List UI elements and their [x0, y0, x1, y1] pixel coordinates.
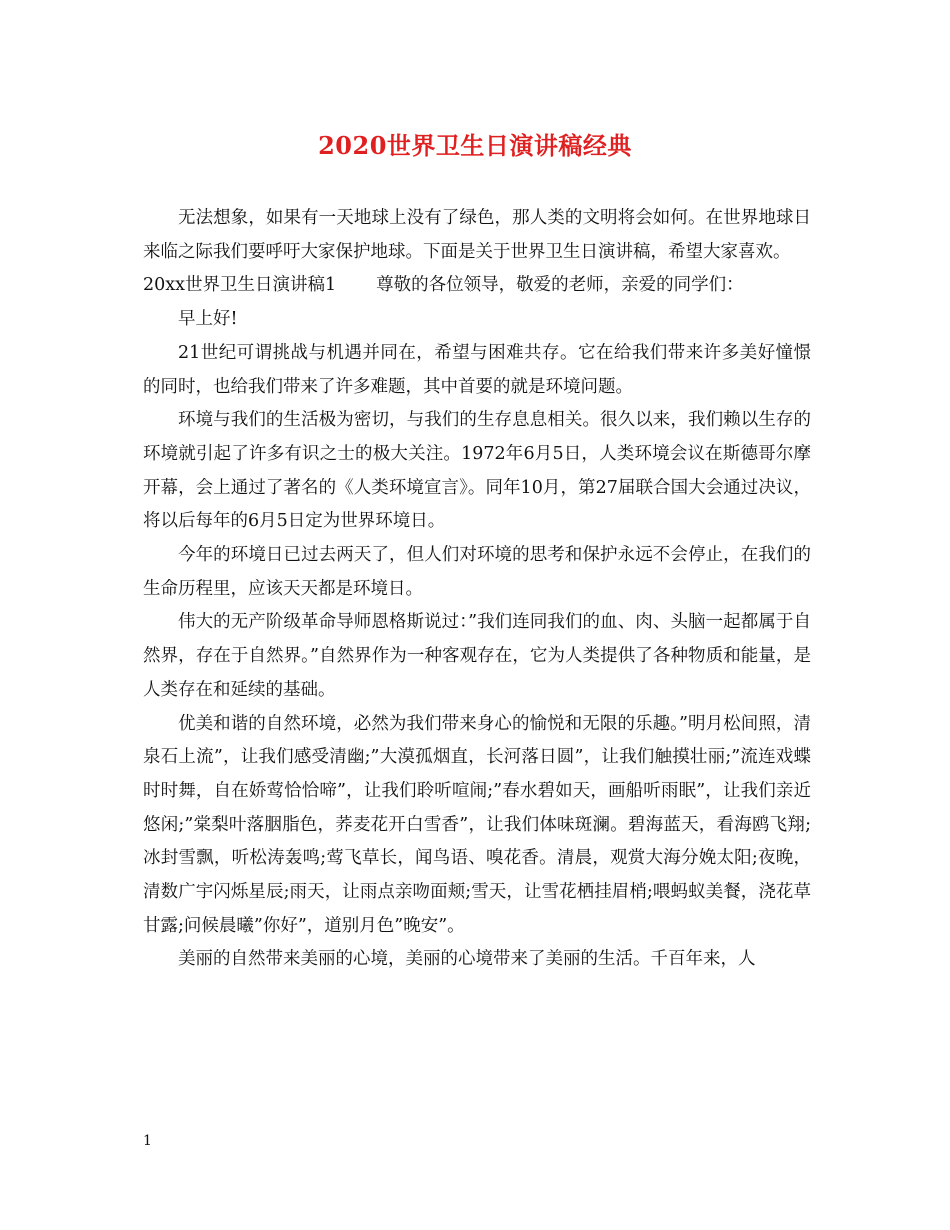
body-paragraph: 伟大的无产阶级革命导师恩格斯说过：”我们连同我们的血、肉、头脑一起都属于自然界，存在于自然界。”自然界作为一种客观存在，它为人类提供了各种物质和能量，是人类存在和延续的基础。 — [143, 612, 811, 700]
body-paragraph: 美丽的自然带来美丽的心境，美丽的心境带来了美丽的生活。千百年来，人 — [178, 949, 756, 970]
body-paragraph: 今年的环境日已过去两天了，但人们对环境的思考和保护永远不会停止，在我们的生命历程里，应该天天都是环境日。 — [143, 545, 811, 599]
morning-greeting: 早上好! — [178, 309, 238, 330]
greeting: 尊敬的各位领导，敬爱的老师，亲爱的同学们： — [376, 275, 744, 296]
page-number: 1 — [143, 1133, 152, 1149]
speech-heading-line — [143, 269, 811, 303]
body-paragraph: 环境与我们的生活极为密切，与我们的生存息息相关。很久以来，我们赖以生存的环境就引起了许多有识之士的极大关注。1972年6月5日，人类环境会议在斯德哥尔摩开幕，会上通过了著名的《人类环境宣言》。同年10月，第27届联合国大会通过决议，将以后每年的6月5日定为世界环境日。 — [143, 410, 811, 532]
body-paragraph: 优美和谐的自然环境，必然为我们带来身心的愉悦和无限的乐趣。”明月松间照，清泉石上流”，让我们感受清幽;”大漠孤烟直，长河落日圆”，让我们触摸壮丽;”流连戏蝶时时舞，自在娇莺恰恰啼”，让我们聆听喧闹;”春水碧如天，画船听雨眠”，让我们亲近悠闲;”棠梨叶落胭脂色，荞麦花开白雪香”，让我们体味斑澜。碧海蓝天，看海鸥飞翔;冰封雪飘，听松涛轰鸣;莺飞草长，闻鸟语、嗅花香。清晨，观赏大海分娩太阳;夜晚，清数广宇闪烁星辰;雨天，让雨点亲吻面颊;雪天，让雪花栖挂眉梢;喂蚂蚁美餐，浇花草甘露;问候晨曦”你好”，道别月色”晚安”。 — [143, 713, 811, 936]
document-title: 2020世界卫生日演讲稿经典 — [318, 131, 632, 160]
speech-heading: 20xx世界卫生日演讲稿1 — [143, 275, 337, 296]
document-body — [143, 202, 811, 977]
intro-paragraph: 无法想象，如果有一天地球上没有了绿色，那人类的文明将会如何。在世界地球日来临之际我们要呼吁大家保护地球。下面是关于世界卫生日演讲稿，希望大家喜欢。 — [143, 208, 811, 262]
body-paragraph: 21世纪可谓挑战与机遇并同在，希望与困难共存。它在给我们带来许多美好憧憬的同时，也给我们带来了许多难题，其中首要的就是环境问题。 — [143, 342, 811, 397]
